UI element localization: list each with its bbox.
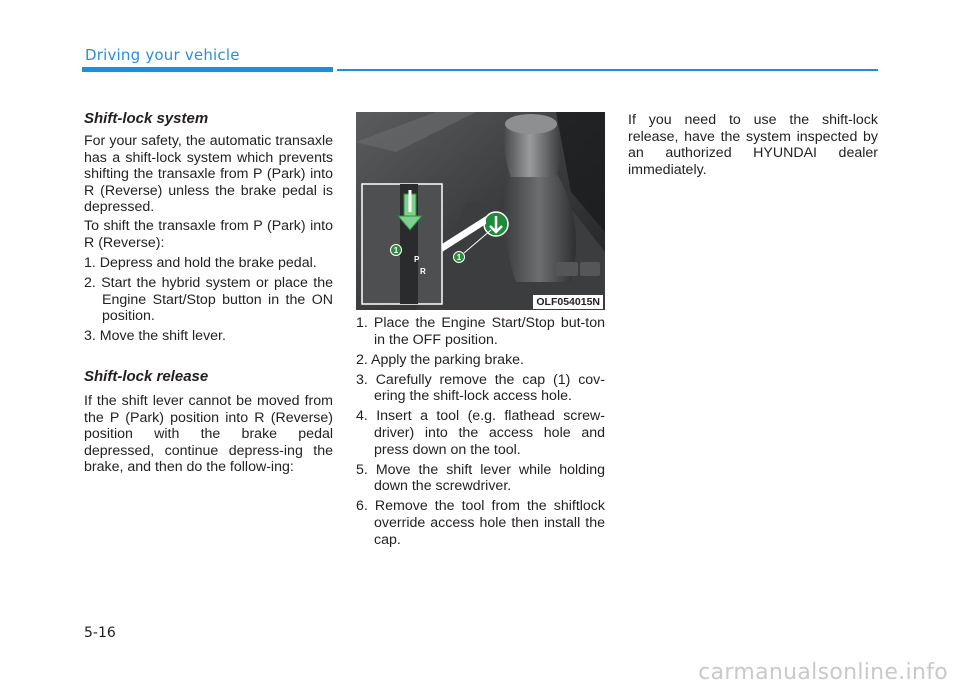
list-item: 4. Insert a tool (e.g. flathead screw-driver) into the access hole and press down on the tool. — [356, 408, 605, 458]
shift-lock-intro: For your safety, the automatic transaxle has a shift-lock system which prevents shifting the transaxle from P (Park) into R (Reverse) unless the brake pedal is depressed. — [84, 133, 333, 216]
heading-shift-lock-system: Shift-lock system — [84, 110, 209, 127]
shift-lever-figure — [356, 112, 605, 310]
gear-r-label: R — [420, 267, 426, 276]
list-item: 3. Carefully remove the cap (1) cov-ering the shift-lock access hole. — [356, 371, 605, 405]
list-item: 5. Move the shift lever while holding down the screwdriver. — [356, 461, 605, 495]
list-item: 1. Place the Engine Start/Stop but-ton in the OFF position. — [356, 315, 605, 348]
figure-code-label: OLF054015N — [533, 295, 603, 309]
shift-lever-illustration — [356, 112, 605, 310]
shift-lock-steps — [84, 255, 333, 348]
list-item: 6. Remove the tool from the shiftlock override access hole then install the cap. — [356, 498, 605, 548]
header-rule-thick — [82, 67, 333, 72]
shift-lock-release-intro: If the shift lever cannot be moved from the P (Park) position into R (Reverse) position with the brake pedal depressed, continue depress-ing the brake, and then do the follow-ing: — [84, 393, 333, 476]
list-item: 3. Move the shift lever. — [84, 328, 226, 345]
watermark: carmanualsonline.info — [698, 660, 948, 685]
header-rule-thin — [337, 69, 878, 71]
callout-1-main: 1 — [456, 253, 462, 262]
inspection-note: If you need to use the shift-lock release, have the system inspected by an authorized HYUNDAI dealer immediately. — [628, 112, 878, 178]
shift-lock-release-steps — [356, 315, 605, 552]
list-item: 2. Start the hybrid system or place the Engine Start/Stop button in the ON position. — [84, 275, 333, 325]
callout-1-inset: 1 — [393, 246, 399, 255]
page-number: 5-16 — [84, 625, 116, 641]
list-item: 2. Apply the parking brake. — [356, 351, 524, 368]
header-title: Driving your vehicle — [85, 46, 240, 64]
heading-shift-lock-release: Shift-lock release — [84, 368, 209, 385]
shift-lock-to-shift: To shift the transaxle from P (Park) into R (Reverse): — [84, 218, 333, 251]
gear-p-label: P — [414, 255, 420, 264]
list-item: 1. Depress and hold the brake pedal. — [84, 255, 317, 271]
